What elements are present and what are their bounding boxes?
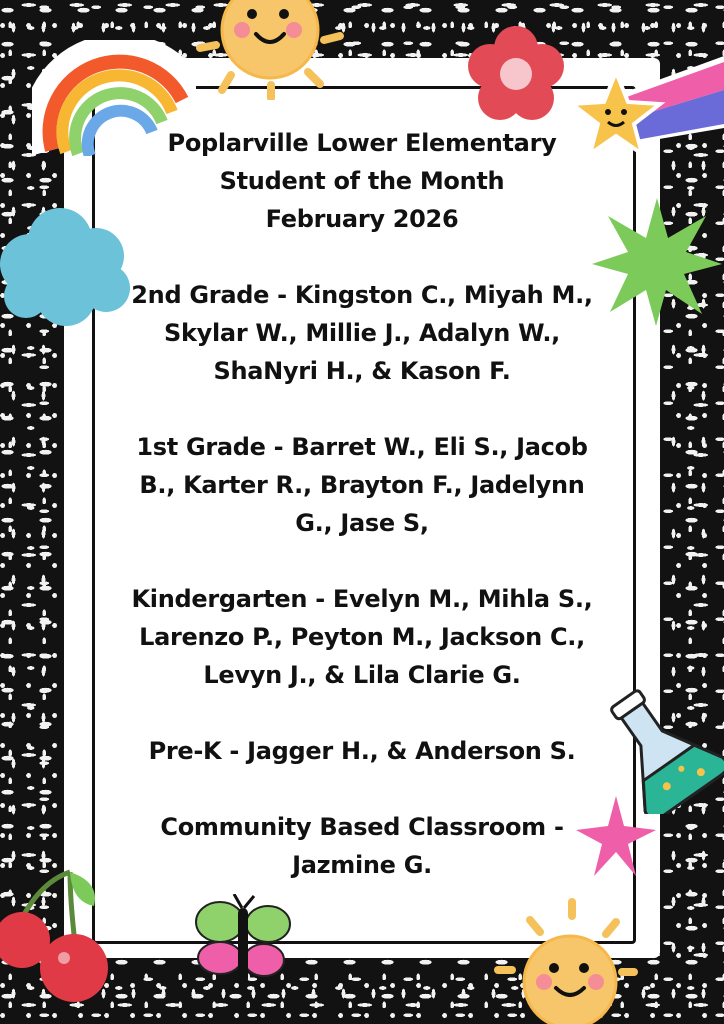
flower-icon <box>468 26 564 122</box>
second-grade-line: ShaNyri H., & Kason F. <box>213 357 511 385</box>
sparkle-star-icon <box>574 794 658 878</box>
pre-k-line: Pre-K - Jagger H., & Anderson S. <box>148 737 576 765</box>
community-classroom-line: Jazmine G. <box>292 851 432 879</box>
rainbow-icon <box>32 40 196 156</box>
poster-text <box>112 124 612 884</box>
kindergarten-line: Levyn J., & Lila Clarie G. <box>203 661 521 689</box>
community-classroom-line: Community Based Classroom - <box>160 813 564 841</box>
poster-title-month: February 2026 <box>265 205 459 233</box>
shooting-star-icon <box>560 54 724 190</box>
kindergarten-line: Larenzo P., Peyton M., Jackson C., <box>139 623 585 651</box>
second-grade-line: 2nd Grade - Kingston C., Miyah M., <box>131 281 593 309</box>
sun-icon <box>492 898 642 1024</box>
first-grade-line: G., Jase S, <box>295 509 429 537</box>
second-grade-line: Skylar W., Millie J., Adalyn W., <box>164 319 560 347</box>
first-grade-line: B., Karter R., Brayton F., Jadelynn <box>139 471 585 499</box>
poster-title-award: Student of the Month <box>219 167 505 195</box>
first-grade-line: 1st Grade - Barret W., Eli S., Jacob <box>136 433 588 461</box>
poster-title-school: Poplarville Lower Elementary <box>167 129 557 157</box>
kindergarten-line: Kindergarten - Evelyn M., Mihla S., <box>131 585 593 613</box>
cherries-icon <box>0 862 120 1002</box>
cloud-icon <box>0 204 134 328</box>
sun-icon <box>196 0 346 100</box>
butterfly-icon <box>190 894 296 990</box>
starburst-icon <box>590 194 724 328</box>
